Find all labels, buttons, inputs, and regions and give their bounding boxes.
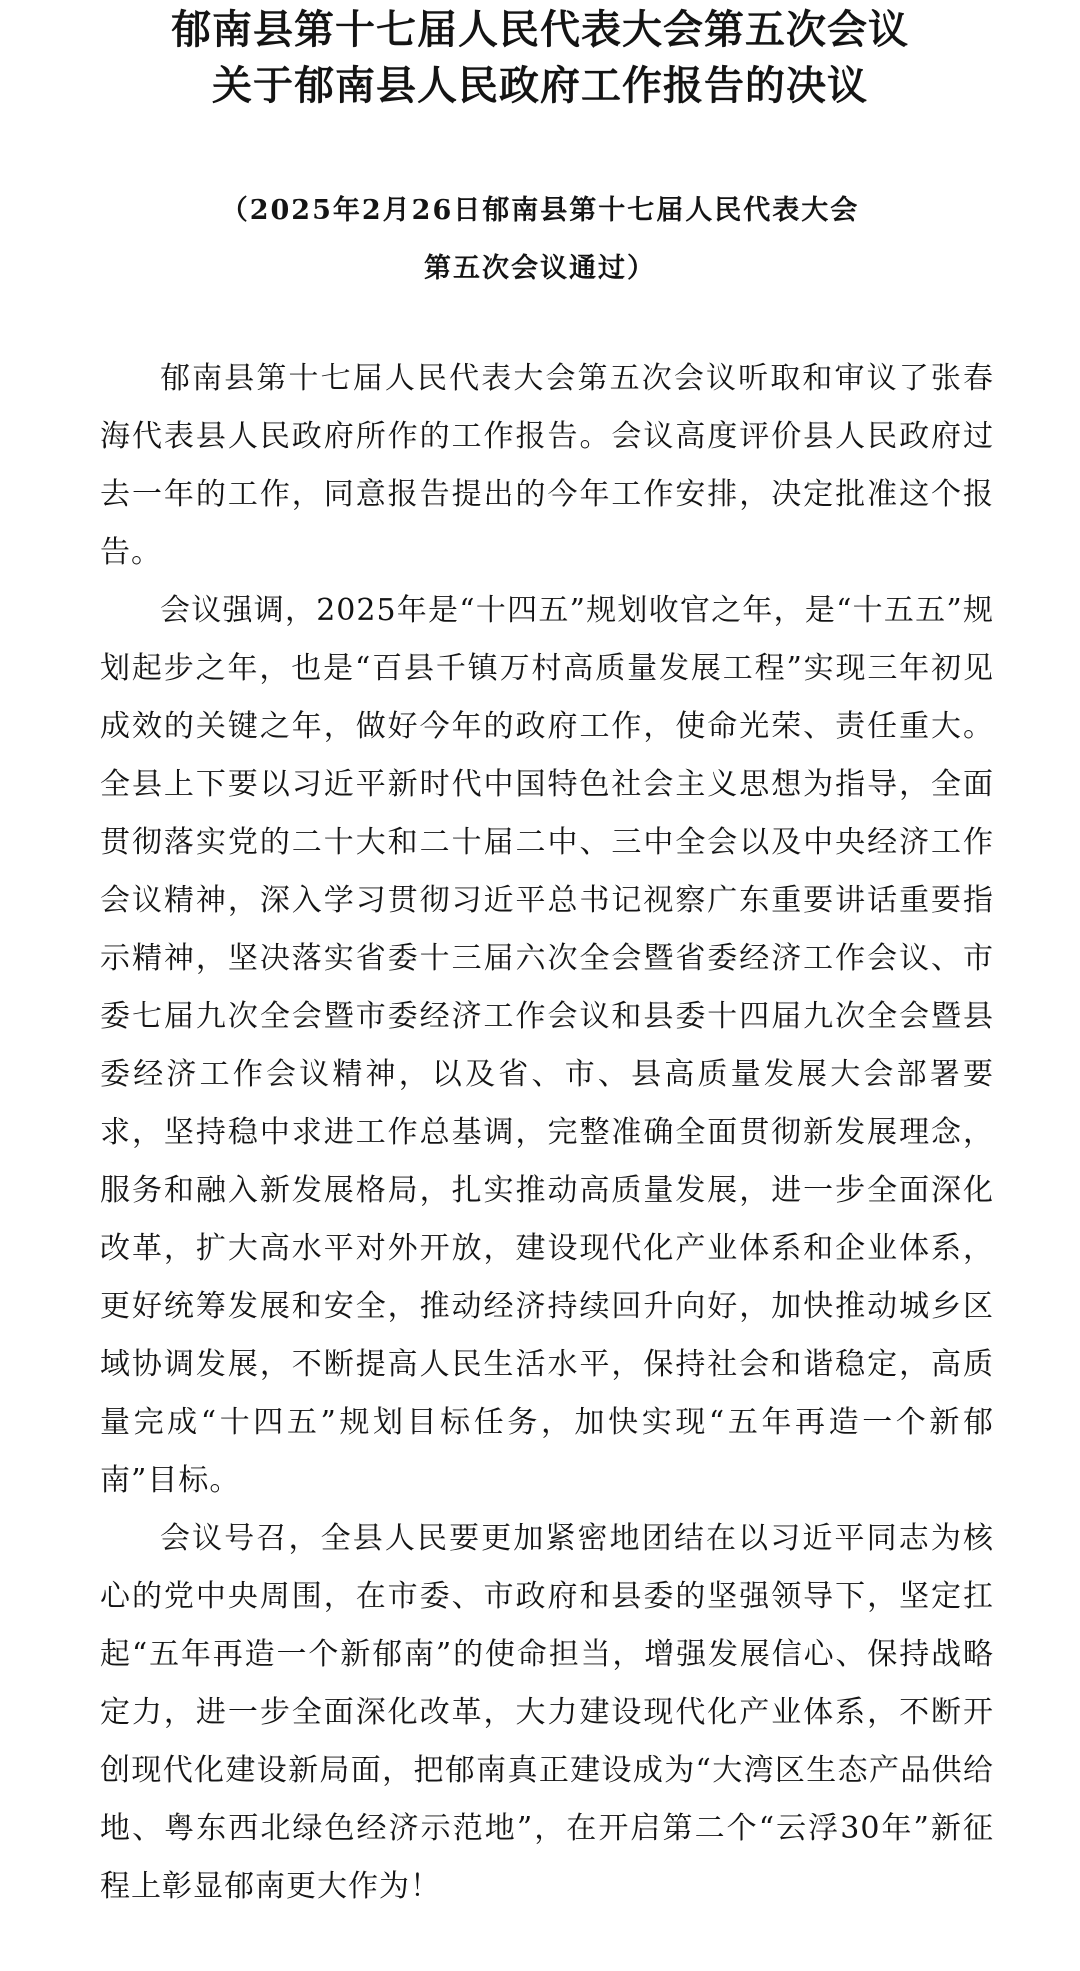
- adoption-line-1: （2025年2月26日郁南县第十七届人民代表大会: [220, 195, 860, 226]
- adoption-line-2: 第五次会议通过）: [424, 253, 656, 284]
- title-line-2: 关于郁南县人民政府工作报告的决议: [212, 63, 868, 109]
- document-title: [0, 0, 1080, 114]
- adoption-note: [0, 182, 1080, 298]
- paragraph-review: 郁南县第十七届人民代表大会第五次会议听取和审议了张春海代表县人民政府所作的工作报告。会议高度评价县人民政府过去一年的工作，同意报告提出的今年工作安排，决定批准这个报告。: [100, 361, 994, 570]
- document-body: [100, 350, 994, 1916]
- title-line-1: 郁南县第十七届人民代表大会第五次会议: [171, 7, 909, 53]
- paragraph-call: 会议号召，全县人民要更加紧密地团结在以习近平同志为核心的党中央周围，在市委、市政府和县委的坚强领导下，坚定扛起“五年再造一个新郁南”的使命担当，增强发展信心、保持战略定力，进一步全面深化改革，大力建设现代化产业体系，不断开创现代化建设新局面，把郁南真正建设成为“大湾区生态产品供给地、粤东西北绿色经济示范地”，在开启第二个“云浮30年”新征程上彰显郁南更大作为！: [100, 1521, 994, 1904]
- paragraph-emphasis: 会议强调，2025年是“十四五”规划收官之年，是“十五五”规划起步之年，也是“百县千镇万村高质量发展工程”实现三年初见成效的关键之年，做好今年的政府工作，使命光荣、责任重大。全县上下要以习近平新时代中国特色社会主义思想为指导，全面贯彻落实党的二十大和二十届二中、三中全会以及中央经济工作会议精神，深入学习贯彻习近平总书记视察广东重要讲话重要指示精神，坚决落实省委十三届六次全会暨省委经济工作会议、市委七届九次全会暨市委经济工作会议和县委十四届九次全会暨县委经济工作会议精神，以及省、市、县高质量发展大会部署要求，坚持稳中求进工作总基调，完整准确全面贯彻新发展理念，服务和融入新发展格局，扎实推动高质量发展，进一步全面深化改革，扩大高水平对外开放，建设现代化产业体系和企业体系，更好统筹发展和安全，推动经济持续回升向好，加快推动城乡区域协调发展，不断提高人民生活水平，保持社会和谐稳定，高质量完成“十四五”规划目标任务，加快实现“五年再造一个新郁南”目标。: [100, 593, 994, 1498]
